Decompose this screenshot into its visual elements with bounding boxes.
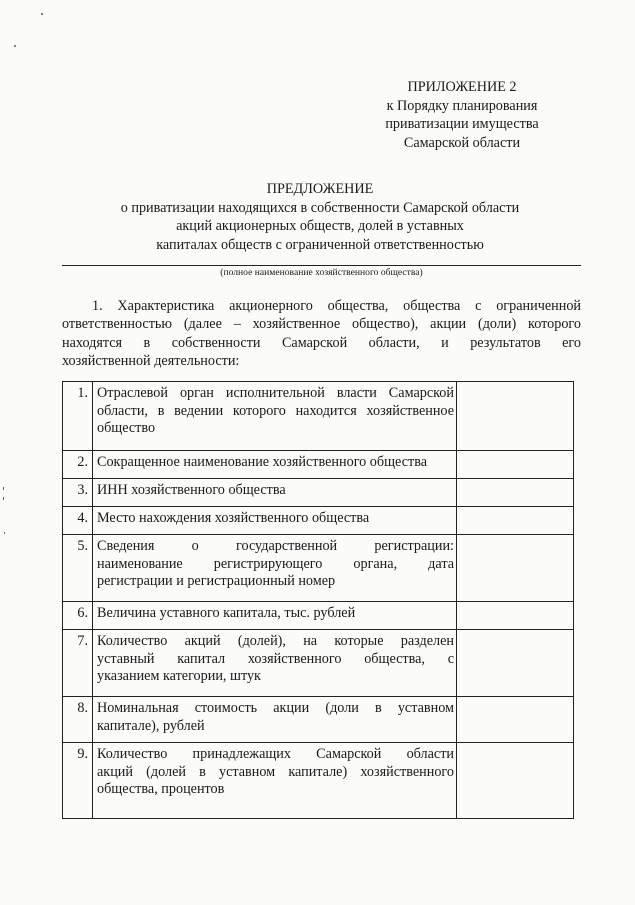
row-description <box>93 382 457 451</box>
description-line: области, в ведении которого находится хозяйственное <box>97 402 454 419</box>
row-description <box>93 479 457 507</box>
description-line: Количество принадлежащих Самарской области <box>97 746 454 762</box>
title-subline: о приватизации находящихся в собственности Самарской области <box>120 199 520 216</box>
row-description <box>93 507 457 535</box>
appendix-block <box>372 78 552 152</box>
row-value-cell[interactable] <box>457 451 574 479</box>
paragraph-line: хозяйственной деятельности: <box>62 352 240 369</box>
row-number: 5. <box>63 535 93 602</box>
row-number: 7. <box>63 630 93 697</box>
table-row <box>63 602 574 630</box>
paragraph-line: находятся в собственности Самарской области, и результатов его <box>62 334 581 351</box>
section-1-paragraph <box>62 297 581 370</box>
table-row <box>63 451 574 479</box>
title-subline: капиталах обществ с ограниченной ответственностью <box>156 236 484 253</box>
row-value-cell[interactable] <box>457 535 574 602</box>
table-row <box>63 697 574 743</box>
row-value-cell[interactable] <box>457 479 574 507</box>
table-row <box>63 479 574 507</box>
table-row <box>63 535 574 602</box>
row-description <box>93 697 457 743</box>
title-subline: акций акционерных обществ, долей в уставных <box>176 218 464 234</box>
row-number: 2. <box>63 451 93 479</box>
title-heading: ПРЕДЛОЖЕНИЕ <box>266 181 374 197</box>
row-description <box>93 743 457 819</box>
description-line: Количество акций (долей), на которые разделен <box>97 633 454 649</box>
row-value-cell[interactable] <box>457 507 574 535</box>
table-row <box>63 382 574 451</box>
description-line: акций (долей в уставном капитале) хозяйственного <box>97 763 454 780</box>
row-number: 6. <box>63 602 93 630</box>
row-number: 1. <box>63 382 93 451</box>
description-line: капитале), рублей <box>97 717 205 734</box>
appendix-reference: к Порядку планирования <box>386 97 538 114</box>
scan-speck <box>41 13 43 15</box>
description-line: наименование регистрирующего органа, дата <box>97 555 454 572</box>
row-description <box>93 451 457 479</box>
description-line: общества, процентов <box>97 781 225 797</box>
description-line: Место нахождения хозяйственного общества <box>97 510 370 526</box>
scan-speck <box>3 487 4 490</box>
row-value-cell[interactable] <box>457 602 574 630</box>
row-description <box>93 630 457 697</box>
row-value-cell[interactable] <box>457 697 574 743</box>
row-description <box>93 535 457 602</box>
table-row <box>63 630 574 697</box>
row-value-cell[interactable] <box>457 743 574 819</box>
scan-speck <box>4 532 5 534</box>
table-row <box>63 507 574 535</box>
row-number: 4. <box>63 507 93 535</box>
description-line: Сведения о государственной регистрации: <box>97 538 454 554</box>
appendix-number: ПРИЛОЖЕНИЕ 2 <box>407 79 517 95</box>
paragraph-line: ответственностью (далее – хозяйственное общество), акции (доли) которого <box>62 316 581 333</box>
description-line: Величина уставного капитала, тыс. рублей <box>97 605 356 621</box>
row-description <box>93 602 457 630</box>
company-characteristics-table <box>62 381 574 819</box>
company-name-line <box>62 265 581 266</box>
document-title <box>60 180 580 254</box>
scan-speck <box>3 497 4 500</box>
company-name-caption: (полное наименование хозяйственного общества) <box>220 267 423 278</box>
scan-speck <box>14 45 16 47</box>
description-line: Отраслевой орган исполнительной власти Самарской <box>97 385 454 401</box>
row-number: 8. <box>63 697 93 743</box>
row-number: 3. <box>63 479 93 507</box>
appendix-reference: Самарской области <box>403 134 521 151</box>
row-value-cell[interactable] <box>457 382 574 451</box>
description-line: уставный капитал хозяйственного общества, с <box>97 650 454 667</box>
description-line: указанием категории, штук <box>97 668 261 684</box>
appendix-reference: приватизации имущества <box>385 116 539 133</box>
description-line: общество <box>97 420 156 436</box>
row-value-cell[interactable] <box>457 630 574 697</box>
description-line: регистрации и регистрационный номер <box>97 573 336 589</box>
description-line: Номинальная стоимость акции (доли в уставном <box>97 700 454 716</box>
paragraph-line: 1. Характеристика акционерного общества, общества с ограниченной <box>92 298 581 314</box>
description-line: ИНН хозяйственного общества <box>97 482 286 498</box>
description-line: Сокращенное наименование хозяйственного общества <box>97 454 427 470</box>
table-row <box>63 743 574 819</box>
row-number: 9. <box>63 743 93 819</box>
